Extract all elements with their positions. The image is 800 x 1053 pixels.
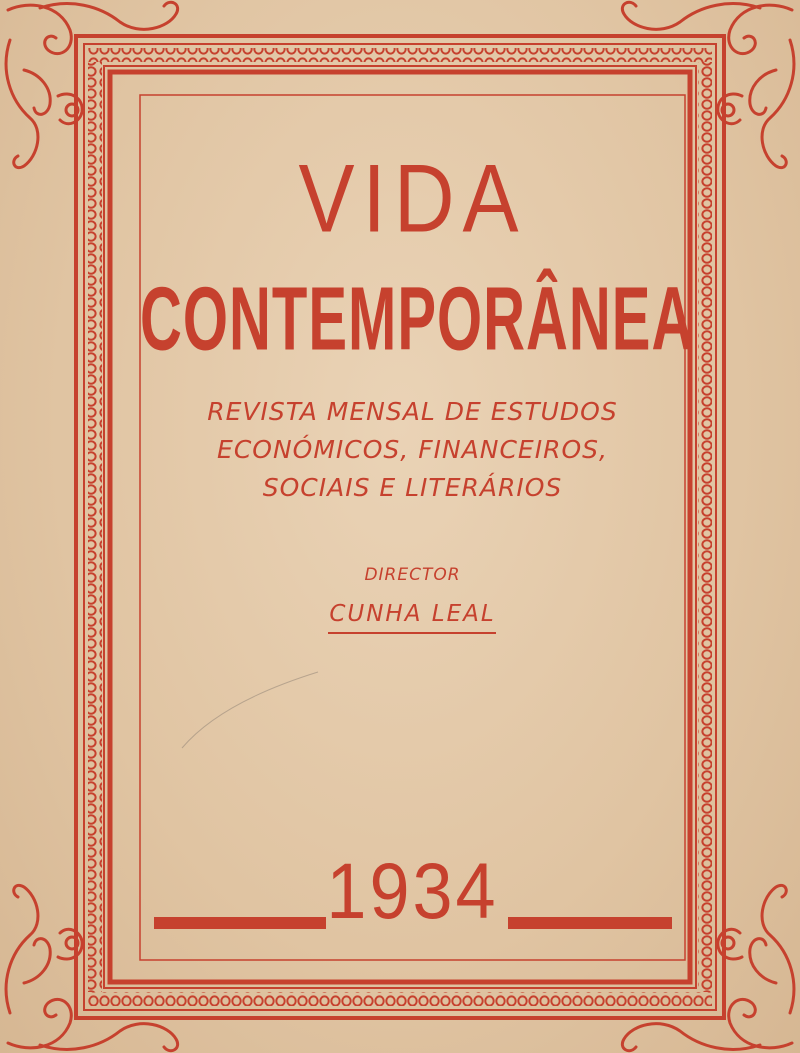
director-underline bbox=[328, 632, 496, 634]
chain-band-right bbox=[698, 62, 712, 992]
chain-band-bottom bbox=[88, 992, 712, 1006]
director-name: CUNHA LEAL bbox=[329, 601, 496, 627]
director-label: DIRECTOR bbox=[364, 565, 461, 585]
title-line-2: CONTEMPORÂNEA bbox=[140, 268, 695, 370]
subtitle-line-3: SOCIAIS E LITERÁRIOS bbox=[262, 473, 563, 502]
chain-band-top bbox=[88, 48, 712, 62]
title-line-1: VIDA bbox=[298, 144, 527, 253]
year-rule-right bbox=[508, 917, 672, 929]
chain-band-left bbox=[88, 62, 102, 992]
subtitle-line-1: REVISTA MENSAL DE ESTUDOS bbox=[207, 397, 618, 426]
cover-year: 1934 bbox=[326, 847, 499, 936]
subtitle-line-2: ECONÓMICOS, FINANCEIROS, bbox=[217, 435, 608, 464]
cover-text-panel bbox=[140, 95, 695, 960]
